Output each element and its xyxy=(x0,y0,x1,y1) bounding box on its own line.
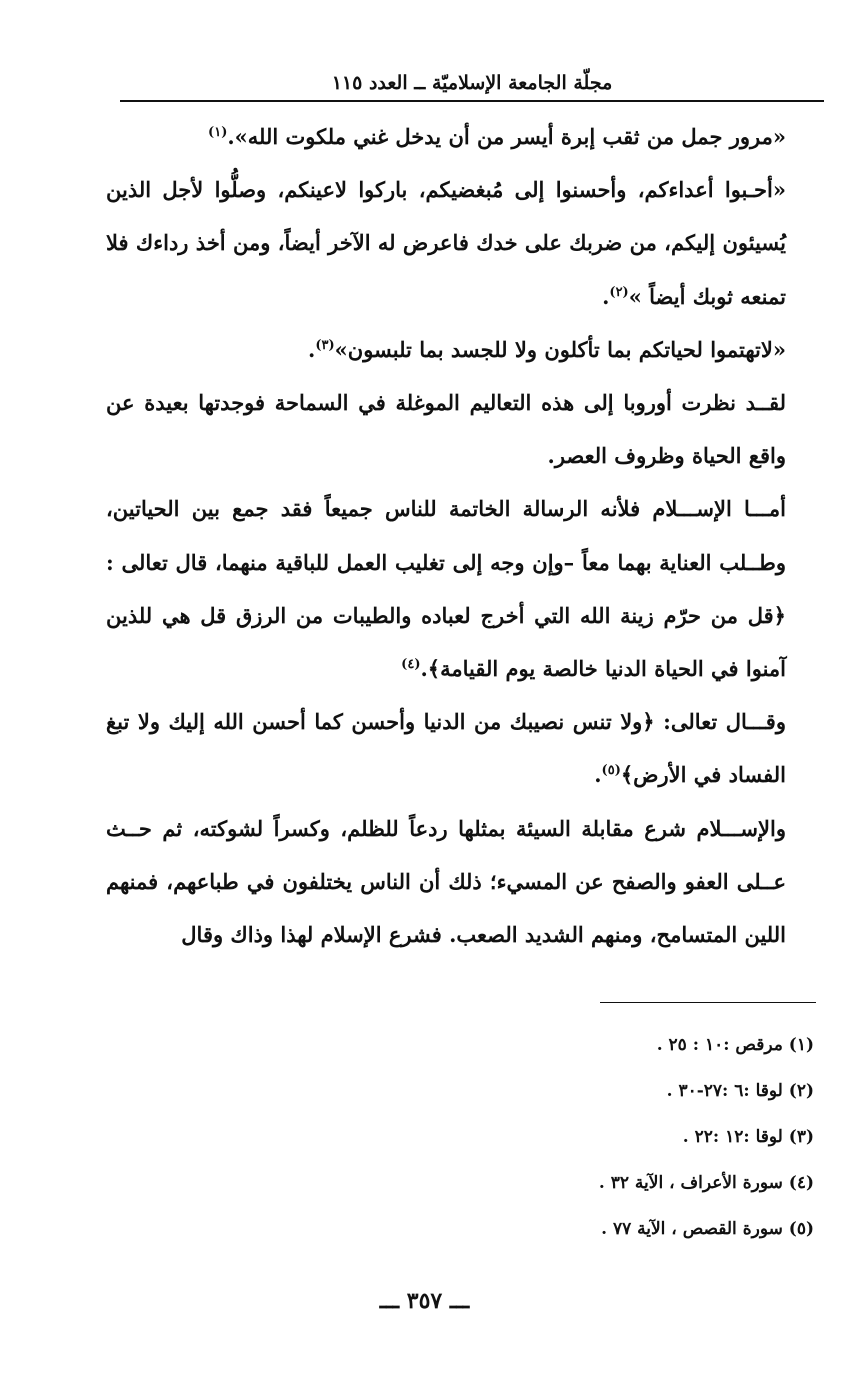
footnote-3: (٣) لوقا :١٢ :٢٢ . xyxy=(682,1127,814,1147)
footnote-rule xyxy=(600,1002,816,1003)
footnote-1: (١) مرقص :١٠ : ٢٥ . xyxy=(656,1035,814,1055)
paragraph-4: لقــد نظرت أوروبا إلى هذه التعاليم الموغلة في السماحة فوجدتها بعيدة عن واقع الحياة وظروف العصر. xyxy=(106,390,786,469)
paragraph-2-text: «أحـبوا أعداءكم، وأحسنوا إلى مُبغضيكم، باركوا لاعينكم، وصلُّوا لأجل الذين يُسيئون إليكم، من ضربك على خدك فاعرض له الآخر أيضاً، ومن أخذ رداءك فلا تمنعه ثوبك أيضاً » xyxy=(106,177,786,309)
paragraph-3-text: «لاتهتموا لحياتكم بما تأكلون ولا للجسد بما تلبسون» xyxy=(334,336,786,362)
main-text xyxy=(106,110,824,961)
paragraph-2-end: . xyxy=(602,283,610,309)
paragraph-2 xyxy=(106,163,824,323)
footnote-ref-1: (١) xyxy=(208,125,228,140)
paragraph-6-text: وقـــال تعالى: ﴿ولا تنس نصيبك من الدنيا وأحسن كما أحسن الله إليك ولا تبغ الفساد في الأرض﴾ xyxy=(106,709,786,788)
paragraph-6-end: . xyxy=(594,762,602,788)
paragraph-5-text: أمـــا الإســـلام فلأنه الرسالة الخاتمة للناس جميعاً فقد جمع بين الحياتين، وطــلب العناية بهما معاً –وإن وجه إلى تغليب العمل للباقية منهما، قال تعالى : ﴿قل من حرّم زينة الله التي أخرج لعباده والطيبات من الرزق قل هي للذين آمنوا في الحياة الدنيا خالصة يوم القيامة﴾. xyxy=(106,496,786,682)
paragraph-1 xyxy=(106,110,824,163)
footnotes xyxy=(400,1022,814,1252)
footnote-ref-3: (٣) xyxy=(315,337,335,353)
header-rule xyxy=(120,100,824,102)
footnote-ref-5: (٥) xyxy=(601,763,621,779)
footnote-2: (٢) لوقا :٦ :٢٧-٣٠ . xyxy=(666,1081,814,1101)
paragraph-7: والإســـلام شرع مقابلة السيئة بمثلها ردعاً للظلم، وكسراً لشوكته، ثم حــث عــلى العفو والصفح عن المسيء؛ ذلك أن الناس يختلفون في طباعهم، فمنهم اللين المتسامح، ومنهم الشديد الصعب. فشرع الإسلام لهذا وذاك وقال xyxy=(106,815,786,948)
footnote-5: (٥) سورة القصص ، الآية ٧٧ . xyxy=(601,1219,814,1239)
footnote-ref-2: (٢) xyxy=(609,284,629,300)
paragraph-3 xyxy=(106,323,824,376)
footnote-ref-4: (٤) xyxy=(401,657,421,673)
journal-header: مجلّة الجامعة الإسلاميّة ــ العدد ١١٥ xyxy=(331,72,613,94)
paragraph-5 xyxy=(106,482,824,695)
paragraph-3-end: . xyxy=(308,336,316,362)
paragraph-1-text: «مرور جمل من ثقب إبرة أيسر من أن يدخل غني ملكوت الله». xyxy=(227,124,786,149)
footnote-4: (٤) سورة الأعراف ، الآية ٣٢ . xyxy=(598,1173,814,1193)
paragraph-6 xyxy=(106,695,824,801)
page-number: ـــ ٣٥٧ ـــ xyxy=(379,1288,470,1314)
